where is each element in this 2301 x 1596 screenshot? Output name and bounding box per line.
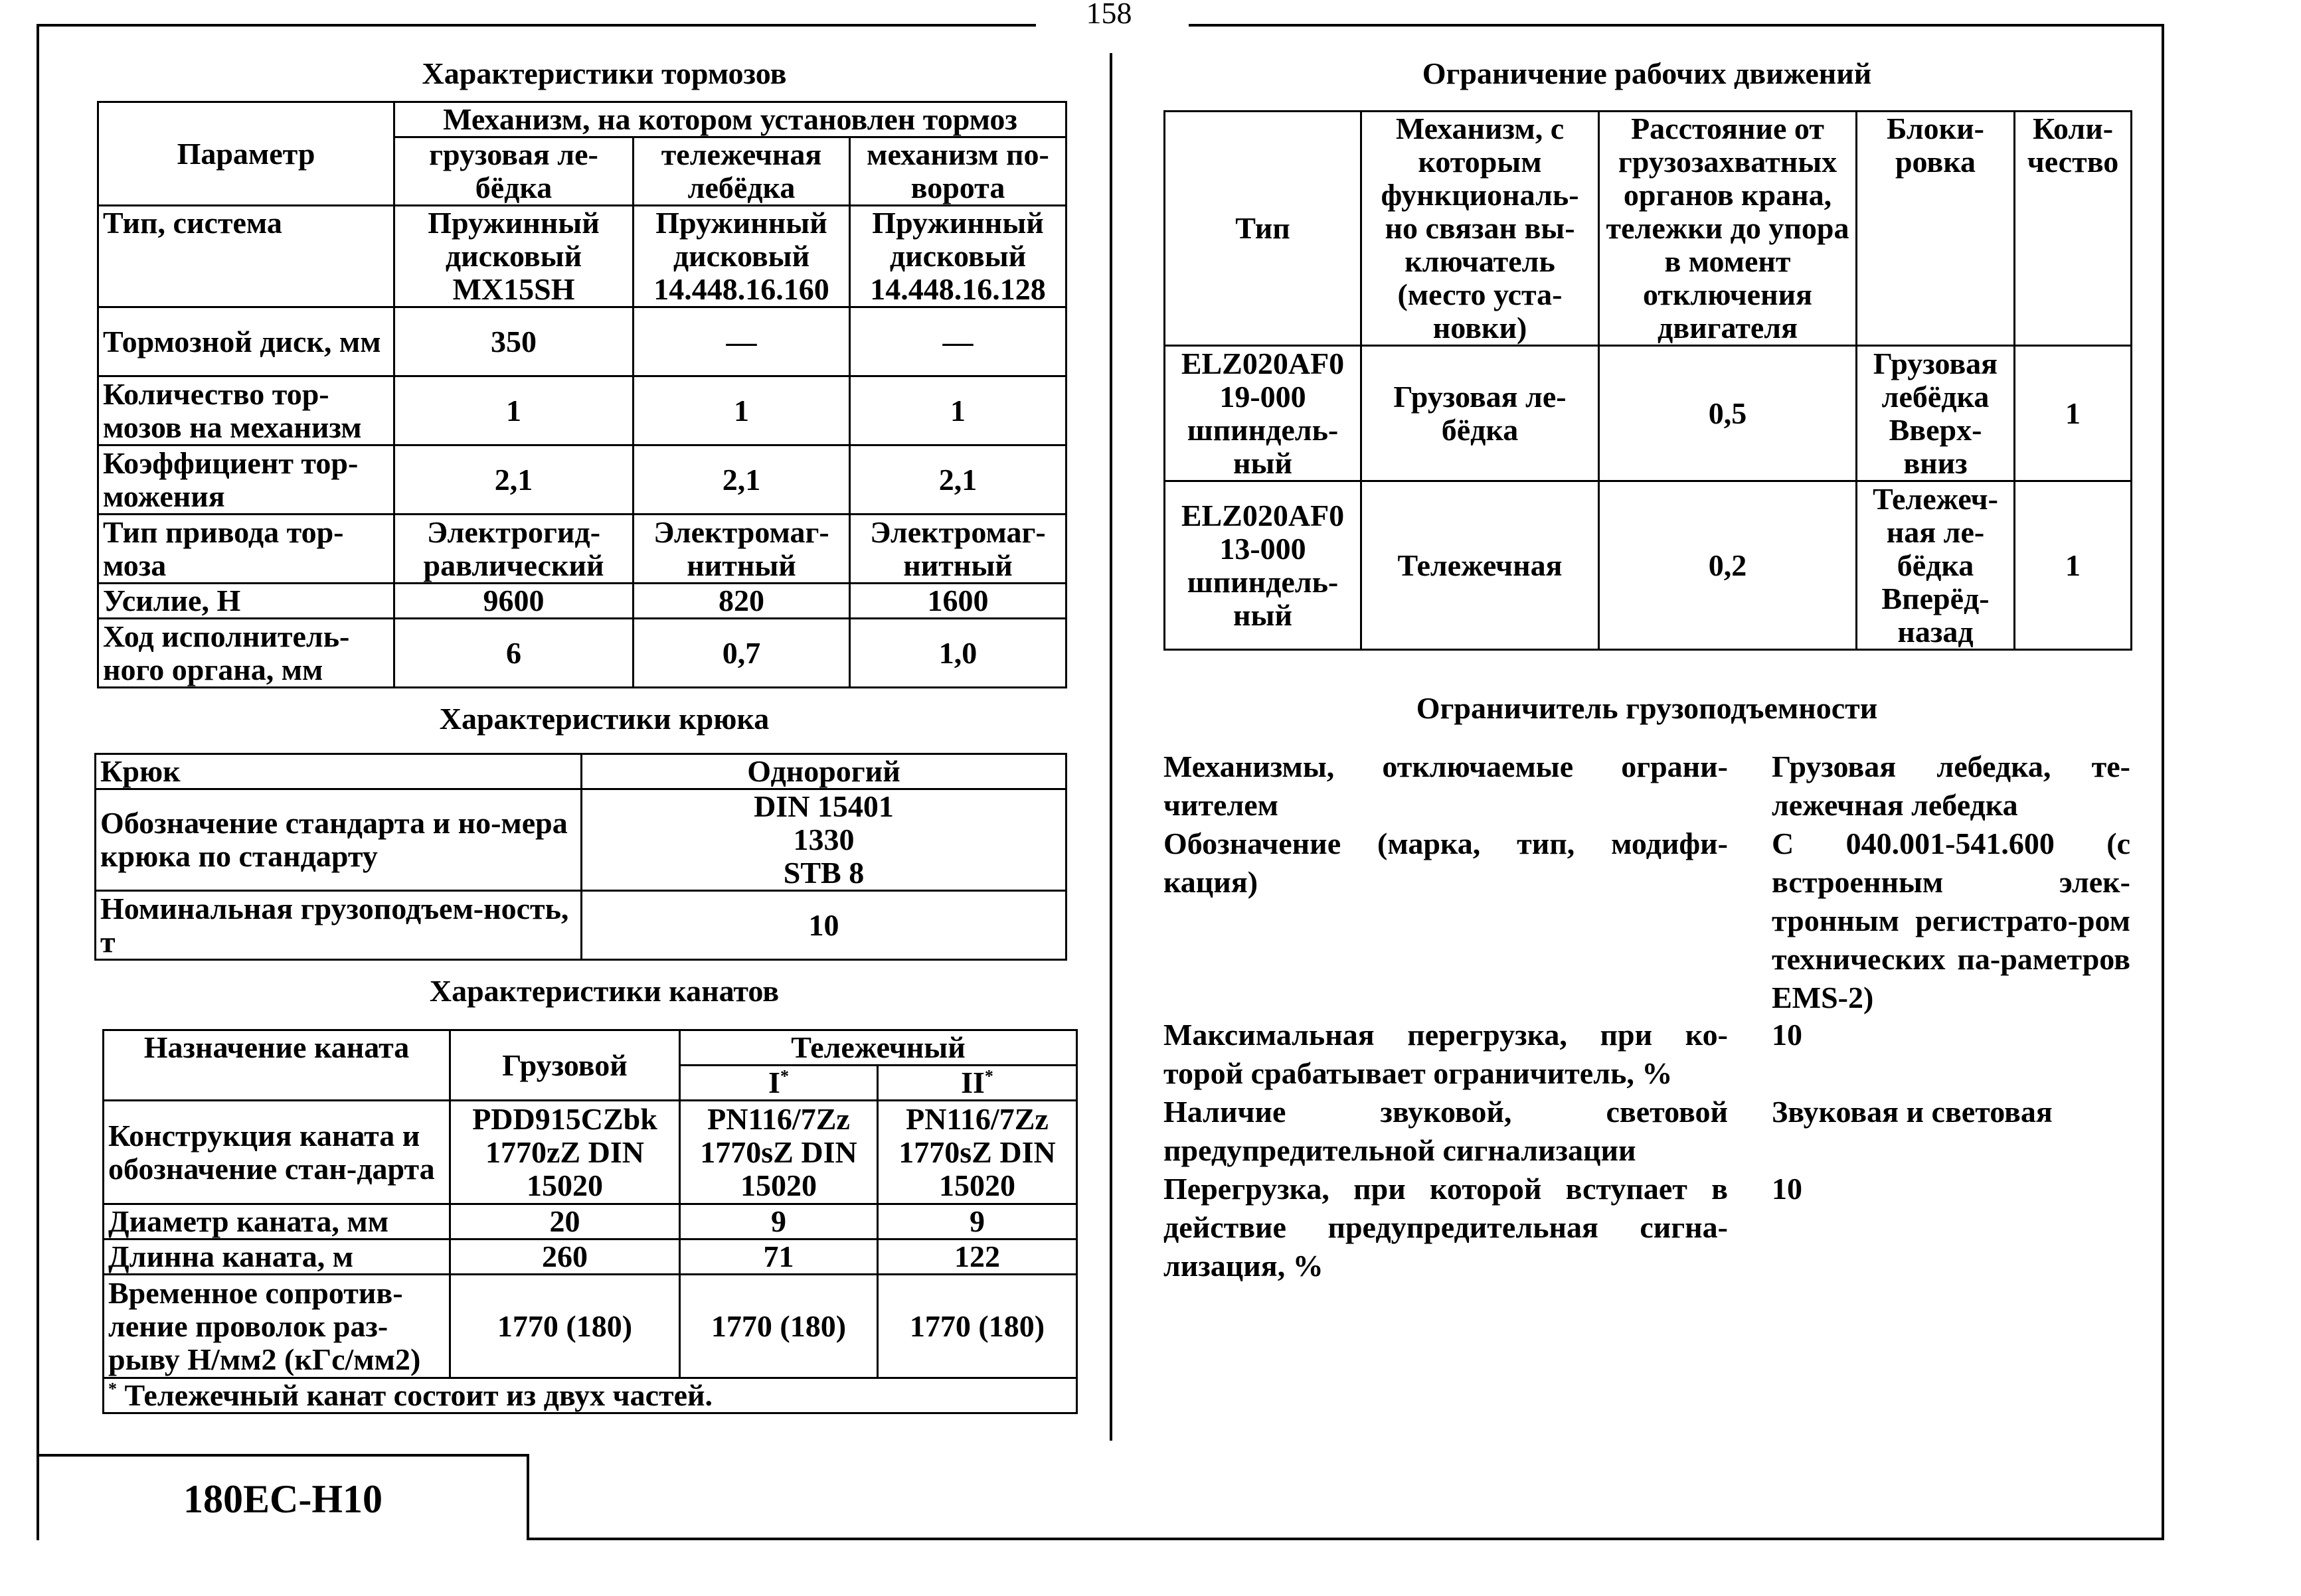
limits-header-distance: Расстояние от грузозахватных органов крана, тележки до упора в момент отключения двигателя [1599,112,1857,346]
limits-cell: ELZ020AF0 19-000 шпиндель-ный [1165,346,1361,481]
limiter-label: Наличие звуковой, световой предупредительной сигнализации [1163,1095,1728,1167]
limits-title: Ограничение рабочих движений [1422,56,1872,90]
brakes-row-param: Количество тор-мозов на механизм [98,376,394,445]
limits-cell: Тележечная [1361,481,1599,650]
limiter-value: Грузовая лебедка, те-лежечная лебедка [1772,750,2130,822]
brakes-cell: Электромаг-нитный [850,515,1066,584]
brakes-cell: 1,0 [850,619,1066,688]
hook-standard-line: 1330 [793,823,855,856]
hook-value: Однорогий [582,754,1066,789]
ropes-trolley-header: Тележечный [680,1030,1077,1066]
ropes-cell: 9 [680,1204,878,1239]
ropes-title: Характеристики канатов [429,974,780,1008]
brakes-cell: — [634,307,850,376]
model-label: 180EC-H10 [183,1477,383,1521]
limits-cell: 1 [2015,346,2132,481]
hook-label: Номинальная грузоподъем-ность, т [96,891,582,960]
ropes-row-label: Конструкция каната и обозначение стан-дарта [104,1101,450,1204]
ropes-cell: PDD915CZbk 1770zZ DIN 15020 [450,1101,680,1204]
brakes-cell: 2,1 [634,445,850,515]
brakes-cell: 1600 [850,584,1066,619]
brakes-row-param: Тип привода тор-моза [98,515,394,584]
ropes-row-label: Длинна каната, м [104,1239,450,1275]
ropes-cell: 1770 (180) [450,1275,680,1378]
hook-standard-cell [582,789,1066,891]
hook-label: Обозначение стандарта и но-мера крюка по стандарту [96,789,582,891]
ropes-row-label: Диаметр каната, мм [104,1204,450,1239]
limiter-value: С 040.001-541.600 (с встроенным элек-тронным регистрато-ром технических па-раметров EMS-2) [1772,827,2130,1014]
ropes-cell: 260 [450,1239,680,1275]
limits-header-type: Тип [1165,112,1361,346]
brakes-col-cargo-winch: грузовая ле-бёдка [394,137,634,206]
limits-cell: 0,5 [1599,346,1857,481]
ropes-cell: 1770 (180) [680,1275,878,1378]
hook-table [94,753,1067,961]
ropes-cell: 71 [680,1239,878,1275]
ropes-cell: 9 [878,1204,1077,1239]
limits-header-mechanism: Механизм, с которым функциональ-но связан вы-ключатель (место уста-новки) [1361,112,1599,346]
brakes-cell: 1 [634,376,850,445]
load-limiter-title: Ограничитель грузоподъемности [1416,691,1878,725]
ropes-cell: 20 [450,1204,680,1239]
brakes-row-param: Усилие, Н [98,584,394,619]
limits-table [1163,110,2132,651]
limiter-label: Обозначение (марка, тип, модифи-кация) [1163,827,1728,899]
brakes-cell: Электромаг-нитный [634,515,850,584]
brakes-param-header: Параметр [98,102,394,206]
limits-header-qty: Коли-чество [2015,112,2132,346]
page-number: 158 [1086,0,1132,24]
brakes-cell: 1 [394,376,634,445]
hook-title: Характеристики крюка [439,702,770,736]
brakes-mechanism-header: Механизм, на котором установлен тормоз [394,102,1066,137]
brakes-cell: 2,1 [850,445,1066,515]
ropes-cell: 1770 (180) [878,1275,1077,1378]
brakes-cell: Пружинный дисковый 14.448.16.128 [850,206,1066,307]
brakes-cell: Пружинный дисковый MX15SH [394,206,634,307]
ropes-row-label: Временное сопротив-ление проволок раз-рыву Н/мм2 (кГс/мм2) [104,1275,450,1378]
limits-cell: ELZ020AF0 13-000 шпиндель-ный [1165,481,1361,650]
limits-cell: Грузовая лебёдка Вверх-вниз [1857,346,2015,481]
limits-cell: 1 [2015,481,2132,650]
limiter-value: 10 [1772,1172,1802,1206]
ropes-cell: PN116/7Zz 1770sZ DIN 15020 [680,1101,878,1204]
ropes-trolley-sub-2: II* [878,1066,1077,1101]
brakes-cell: Пружинный дисковый 14.448.16.160 [634,206,850,307]
brakes-row-param: Тормозной диск, мм [98,307,394,376]
hook-standard-line: STB 8 [783,856,865,890]
limits-cell: 0,2 [1599,481,1857,650]
limiter-value: 10 [1772,1018,1802,1052]
brakes-row-param: Тип, система [98,206,394,307]
limits-header-lock: Блоки-ровка [1857,112,2015,346]
brakes-cell: 0,7 [634,619,850,688]
ropes-cell: PN116/7Zz 1770sZ DIN 15020 [878,1101,1077,1204]
model-box [37,1454,529,1540]
brakes-cell: 9600 [394,584,634,619]
limits-cell: Тележеч-ная ле-бёдка Вперёд-назад [1857,481,2015,650]
limiter-label: Механизмы, отключаемые ограни-чителем [1163,750,1728,822]
limits-cell: Грузовая ле-бёдка [1361,346,1599,481]
brakes-cell: 6 [394,619,634,688]
limiter-label: Перегрузка, при которой вступает в действие предупредительная сигна-лизация, % [1163,1172,1728,1283]
hook-value: 10 [582,891,1066,960]
brakes-row-param: Коэффициент тор-можения [98,445,394,515]
brakes-row-param: Ход исполнитель-ного органа, мм [98,619,394,688]
column-divider [1110,53,1112,1441]
ropes-footnote: Тележечный канат состоит из двух частей. [124,1378,713,1412]
hook-label: Крюк [96,754,582,789]
brakes-cell: Электрогид-равлический [394,515,634,584]
hook-standard-line: DIN 15401 [754,789,894,823]
brakes-title: Характеристики тормозов [422,56,787,90]
brakes-table [97,101,1067,688]
brakes-cell: 1 [850,376,1066,445]
limiter-label: Максимальная перегрузка, при ко-торой срабатывает ограничитель, % [1163,1018,1728,1090]
brakes-cell: 2,1 [394,445,634,515]
ropes-cargo-header: Грузовой [450,1030,680,1101]
ropes-purpose-header: Назначение каната [104,1030,450,1101]
brakes-cell: 350 [394,307,634,376]
ropes-trolley-sub-1: I* [680,1066,878,1101]
ropes-footnote-cell: * Тележечный канат состоит из двух частей. [104,1378,1077,1413]
ropes-cell: 122 [878,1239,1077,1275]
ropes-table [102,1029,1078,1414]
brakes-col-trolley-winch: тележечная лебёдка [634,137,850,206]
brakes-cell: — [850,307,1066,376]
brakes-cell: 820 [634,584,850,619]
limiter-value: Звуковая и световая [1772,1095,2053,1129]
brakes-col-slewing: механизм по-ворота [850,137,1066,206]
